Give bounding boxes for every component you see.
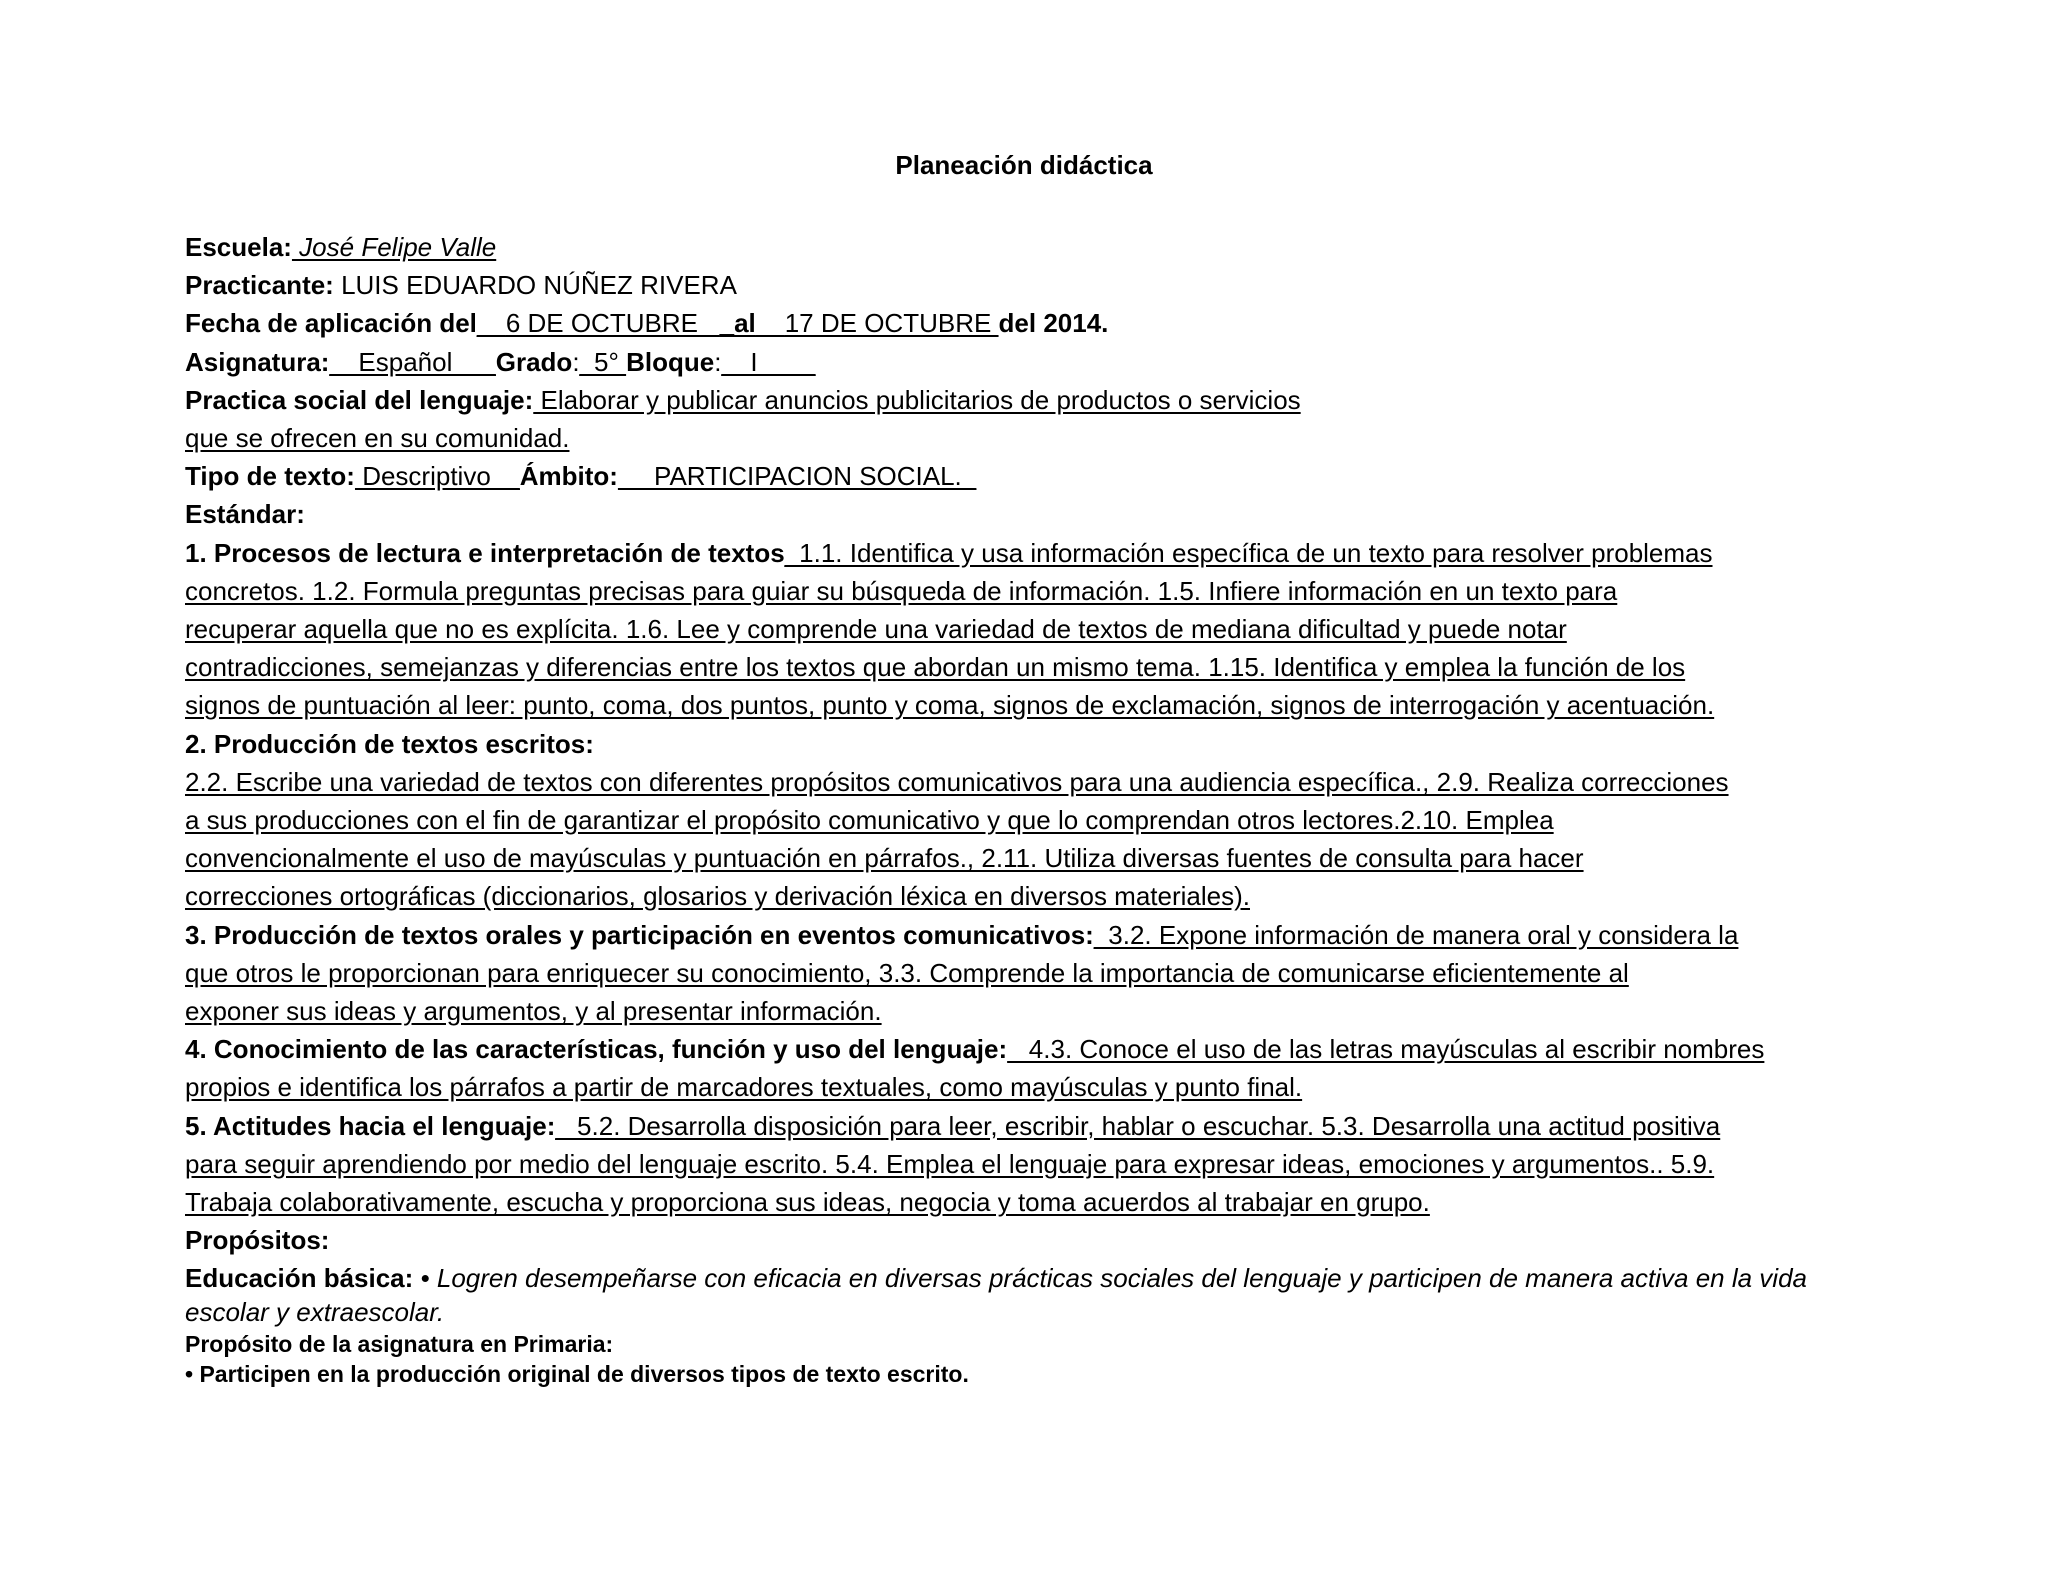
bloque-colon: : <box>714 346 722 377</box>
standard-5-heading: 5. Actitudes hacia el lenguaje: <box>185 1110 556 1141</box>
document-body <box>185 228 1885 1389</box>
grado-label: Grado <box>495 346 573 377</box>
standard-2-heading-row <box>185 725 1885 763</box>
standard-3-text: que otros le proporcionan para enriquecer su conocimiento, 3.3. Comprende la importancia de comunicarse eficientemente al <box>185 957 1629 988</box>
fecha-suffix: del 2014. <box>998 308 1109 339</box>
standard-3-line-3 <box>185 992 1885 1030</box>
standard-1-heading: 1. Procesos de lectura e interpretación de textos <box>185 537 785 568</box>
standard-4-text: _4.3. Conoce el uso de las letras mayúsculas al escribir nombres <box>1007 1034 1765 1065</box>
standard-1-text: concretos. 1.2. Formula preguntas precisas para guiar su búsqueda de información. 1.5. Infiere información en un texto para <box>185 575 1618 606</box>
ambito-label: Ámbito: <box>519 461 618 492</box>
practicante-value: LUIS EDUARDO NÚÑEZ RIVERA <box>333 270 737 301</box>
standard-5-line-3 <box>185 1183 1885 1221</box>
standard-4-text: propios e identifica los párrafos a partir de marcadores textuales, como mayúsculas y punto final. <box>185 1072 1303 1103</box>
standard-4-line-2 <box>185 1068 1885 1106</box>
fecha-blank-2: __ <box>755 308 785 339</box>
fecha-blank-1: __ <box>476 308 506 339</box>
fecha-to: 17 DE OCTUBRE <box>784 308 999 339</box>
asignatura-proposito-label: Propósito de la asignatura en Primaria: <box>185 1331 614 1358</box>
fecha-label: Fecha de aplicación del <box>185 308 477 339</box>
standard-3-text: exponer sus ideas y argumentos, y al presentar información. <box>185 996 882 1027</box>
practica-value-line1: Elaborar y publicar anuncios publicitarios de productos o servicios <box>533 384 1301 415</box>
standard-2-text: correcciones ortográficas (diccionarios, glosarios y derivación léxica en diversos materiales). <box>185 881 1250 912</box>
standard-1-line-2 <box>185 572 1885 610</box>
standard-3-line-2 <box>185 954 1885 992</box>
practicante-row <box>185 266 1885 304</box>
standard-5-line-2 <box>185 1145 1885 1183</box>
standard-2-line-4 <box>185 877 1885 915</box>
educacion-value: • Logren desempeñarse con eficacia en diversas prácticas sociales del lenguaje y participen de manera activa en la vida escolar y extraescolar. <box>185 1263 1807 1328</box>
ambito-value: __PARTICIPACION SOCIAL._ <box>617 461 977 492</box>
standard-2-text: convencionalmente el uso de mayúsculas y puntuación en párrafos., 2.11. Utiliza diversas fuentes de consulta para hacer <box>185 843 1584 874</box>
standard-2-heading: 2. Producción de textos escritos: <box>185 728 594 759</box>
standard-5-text: Trabaja colaborativamente, escucha y proporciona sus ideas, negocia y toma acuerdos al trabajar en grupo. <box>185 1187 1430 1218</box>
standard-2-text: a sus producciones con el fin de garantizar el propósito comunicativo y que lo comprendan otros lectores.2.10. Emplea <box>185 805 1554 836</box>
standard-3-line-1 <box>185 916 1885 954</box>
standard-1-text: _1.1. Identifica y usa información específica de un texto para resolver problemas <box>784 537 1713 568</box>
escuela-label: Escuela: <box>185 232 292 262</box>
standard-1-text: contradicciones, semejanzas y diferencias entre los textos que abordan un mismo tema. 1.15. Identifica y emplea la función de los <box>185 652 1686 683</box>
standard-2-line-2 <box>185 801 1885 839</box>
page-title: Planeación didáctica <box>895 150 1153 180</box>
standard-4-line-1 <box>185 1030 1885 1068</box>
educacion-basica-row <box>185 1261 1885 1329</box>
practicante-label: Practicante: <box>185 270 334 301</box>
standard-1-line-4 <box>185 648 1885 686</box>
standard-5-text: para seguir aprendiendo por medio del lenguaje escrito. 5.4. Emplea el lenguaje para expresar ideas, emociones y argumentos.. 5.9. <box>185 1148 1715 1179</box>
standard-2-text: 2.2. Escribe una variedad de textos con diferentes propósitos comunicativos para una audiencia específica., 2.9. Realiza correcciones <box>185 766 1729 797</box>
fecha-al: _al <box>719 308 756 339</box>
standard-5-line-1 <box>185 1107 1885 1145</box>
propositos-heading <box>185 1221 1885 1259</box>
practica-row-2 <box>185 419 1885 457</box>
asignatura-proposito-value: • Participen en la producción original de diversos tipos de texto escrito. <box>185 1361 969 1388</box>
standard-1-text: recuperar aquella que no es explícita. 1.6. Lee y comprende una variedad de textos de mediana dificultad y puede notar <box>185 614 1567 645</box>
fecha-from: 6 DE OCTUBRE _ <box>505 308 720 339</box>
bloque-value: __I____ <box>721 346 816 377</box>
tipo-label: Tipo de texto: <box>185 461 355 492</box>
asignatura-value: __Español___ <box>329 346 496 377</box>
tipo-row <box>185 457 1885 495</box>
standard-1-line-3 <box>185 610 1885 648</box>
standard-1-text: signos de puntuación al leer: punto, coma, dos puntos, punto y coma, signos de exclamación, signos de interrogación y acentuación. <box>185 690 1715 721</box>
standard-2-line-3 <box>185 839 1885 877</box>
standard-2-line-1 <box>185 763 1885 801</box>
tipo-value: Descriptivo__ <box>354 461 520 492</box>
practica-row <box>185 381 1885 419</box>
grado-colon: : <box>572 346 580 377</box>
asignatura-label: Asignatura: <box>185 346 330 377</box>
standard-3-heading: 3. Producción de textos orales y participación en eventos comunicativos: <box>185 919 1094 950</box>
asignatura-row <box>185 343 1885 381</box>
escuela-row <box>185 228 1885 266</box>
estandar-label: Estándar: <box>185 499 305 530</box>
escuela-value: José Felipe Valle <box>291 232 497 262</box>
standard-4-heading: 4. Conocimiento de las características, función y uso del lenguaje: <box>185 1034 1008 1065</box>
fecha-row <box>185 304 1885 342</box>
standard-3-text: _3.2. Expone información de manera oral y considera la <box>1093 919 1739 950</box>
standard-5-text: _ 5.2. Desarrolla disposición para leer, escribir, hablar o escuchar. 5.3. Desarrolla una actitud positiva <box>555 1110 1721 1141</box>
propositos-label: Propósitos: <box>185 1225 330 1256</box>
estandar-heading <box>185 495 1885 533</box>
grado-value: _5° <box>579 346 627 377</box>
practica-label: Practica social del lenguaje: <box>185 384 534 415</box>
bloque-label: Bloque <box>626 346 715 377</box>
standard-1-line-5 <box>185 686 1885 724</box>
standard-1-line-1 <box>185 534 1885 572</box>
practica-value-line2: que se ofrecen en su comunidad. <box>185 423 570 454</box>
educacion-label: Educación básica: <box>185 1263 414 1294</box>
